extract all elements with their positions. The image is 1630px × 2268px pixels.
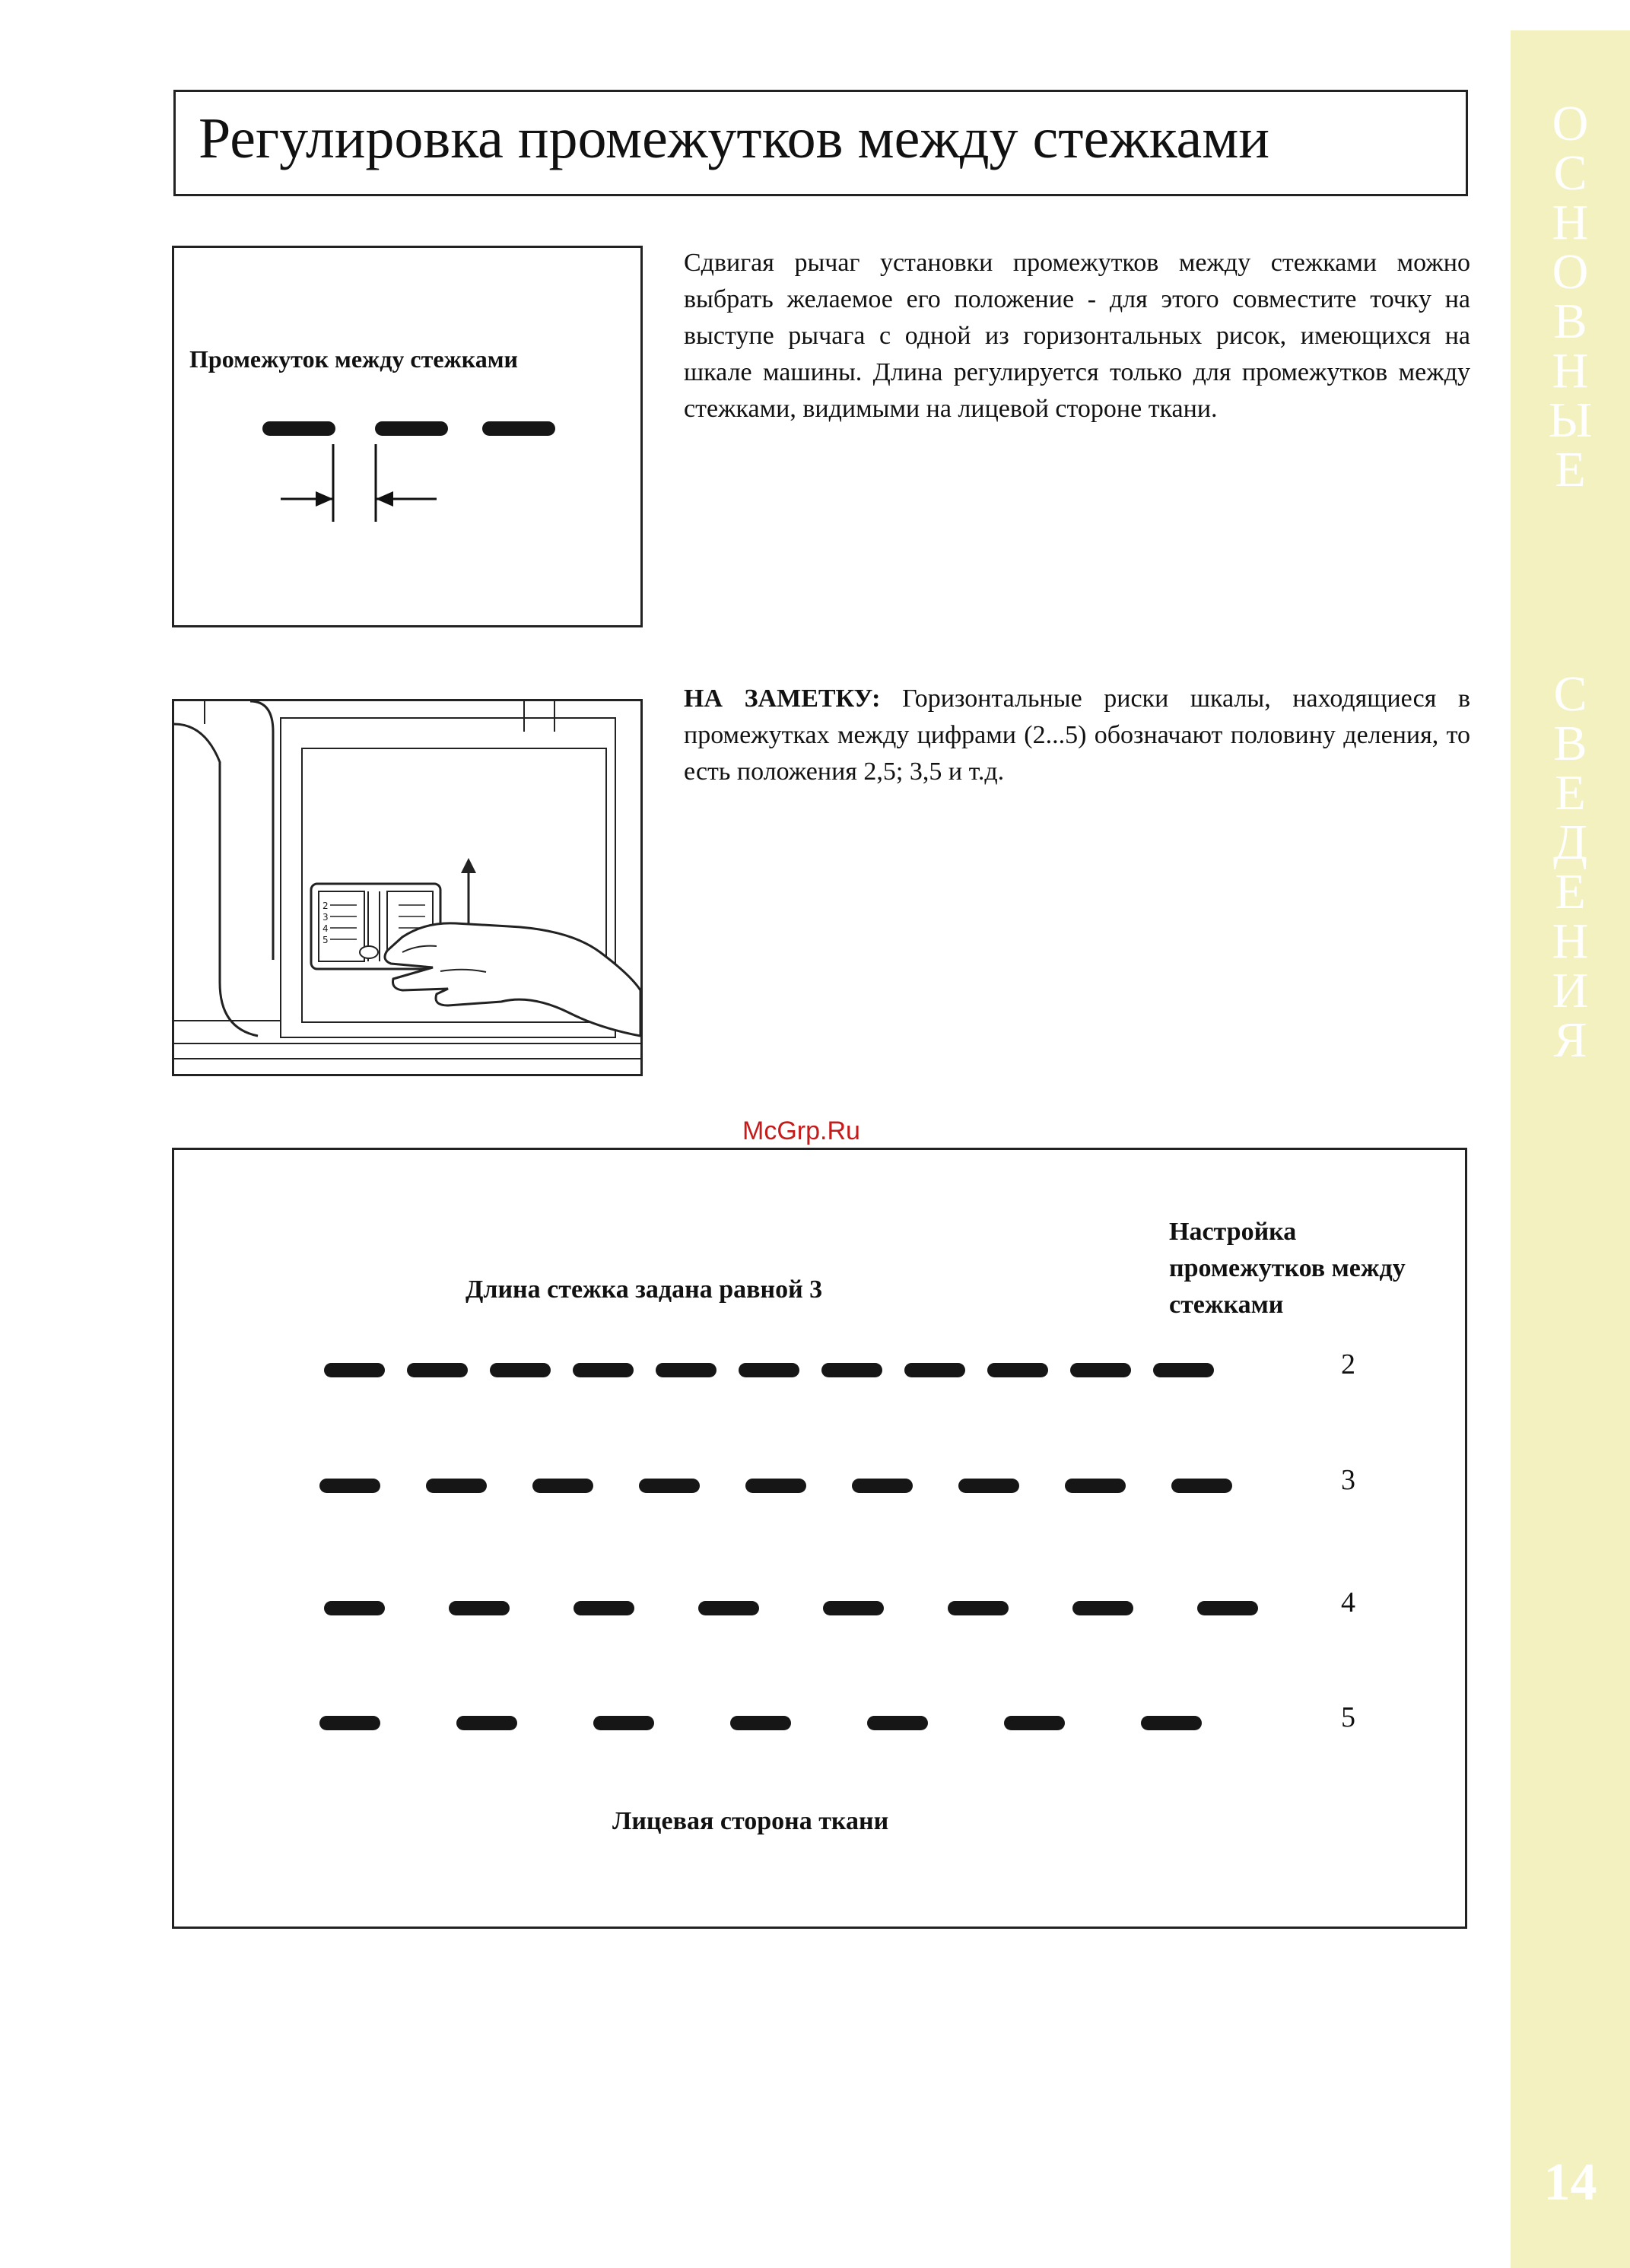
stitch-mark — [324, 1363, 385, 1377]
stitch-mark — [823, 1601, 884, 1615]
sidebar-letter: В — [1553, 716, 1587, 771]
row-setting-number: 4 — [1341, 1587, 1355, 1618]
gap-diagram-label: Промежуток между стежками — [189, 345, 518, 373]
sidebar-letter: И — [1552, 963, 1589, 1018]
stitch-mark — [456, 1716, 517, 1730]
title-box — [173, 90, 1468, 196]
note-text: Горизонтальные риски шкалы, находящиеся в промежутках между цифрами (2...5) обозначают половину деления, то есть положения 2,5; 3,5 и т.д. — [684, 685, 1470, 786]
sidebar-letter: Е — [1555, 442, 1586, 497]
sidebar-word-1 — [1511, 96, 1630, 497]
row-setting-number: 2 — [1341, 1348, 1355, 1380]
note-paragraph — [684, 681, 1470, 790]
gap-measure-arrows-icon — [174, 248, 640, 625]
sidebar-letter: Н — [1552, 913, 1589, 969]
stitch-mark — [1171, 1479, 1232, 1493]
row-setting-number: 5 — [1341, 1701, 1355, 1733]
dial-illustration — [172, 699, 643, 1076]
chart-caption-top: Длина стежка задана равной 3 — [465, 1275, 823, 1304]
stitch-mark — [324, 1601, 385, 1615]
stitch-mark — [407, 1363, 468, 1377]
stitch-mark — [574, 1601, 634, 1615]
stitch-mark — [987, 1363, 1048, 1377]
sidebar-letter: Я — [1553, 1012, 1587, 1068]
page-number: 14 — [1543, 2153, 1597, 2212]
scale-mark: 3 — [323, 912, 329, 923]
gap-diagram — [172, 246, 643, 627]
stitch-mark — [319, 1479, 380, 1493]
stitch-mark — [1004, 1716, 1065, 1730]
stitch-mark — [319, 1716, 380, 1730]
sidebar-letter: Ы — [1548, 392, 1593, 448]
scale-mark: 5 — [323, 935, 329, 945]
sidebar-letter: С — [1553, 666, 1587, 722]
sidebar-letter: Е — [1555, 864, 1586, 920]
stitch-mark — [904, 1363, 965, 1377]
sidebar-word-2 — [1511, 666, 1630, 1068]
section-sidebar — [1511, 30, 1630, 2268]
sidebar-letter: С — [1553, 145, 1587, 201]
stitch-mark — [426, 1479, 487, 1493]
stitch-mark — [490, 1363, 551, 1377]
chart-column-header: Настройка промежутков между стежками — [1169, 1218, 1406, 1319]
sidebar-letter: В — [1553, 294, 1587, 349]
stitch-mark — [958, 1479, 1019, 1493]
stitch-mark — [656, 1363, 717, 1377]
stitch-mark — [1072, 1601, 1133, 1615]
chart-caption-bottom: Лицевая сторона ткани — [612, 1807, 889, 1835]
scale-mark: 2 — [323, 901, 329, 911]
stitch-mark — [739, 1363, 799, 1377]
stitch-mark — [867, 1716, 928, 1730]
sidebar-letter: Е — [1555, 765, 1586, 821]
sidebar-letter: Н — [1552, 343, 1589, 399]
stitch-mark — [948, 1601, 1009, 1615]
stitch-mark — [698, 1601, 759, 1615]
stitch-mark — [821, 1363, 882, 1377]
stitch-mark — [593, 1716, 654, 1730]
sidebar-letter: Н — [1552, 195, 1589, 250]
scale-mark: 4 — [323, 923, 329, 934]
dial-scale-left — [323, 901, 329, 946]
stitch-mark — [852, 1479, 913, 1493]
sidebar-letter: О — [1552, 96, 1589, 151]
stitch-mark — [532, 1479, 593, 1493]
watermark: McGrp.Ru — [742, 1117, 860, 1145]
stitch-mark — [1065, 1479, 1126, 1493]
stitch-mark — [573, 1363, 634, 1377]
stitch-mark — [730, 1716, 791, 1730]
page-title: Регулировка промежутков между стежками — [199, 106, 1270, 170]
stitch-mark — [1153, 1363, 1214, 1377]
note-heading: НА ЗАМЕТКУ: — [684, 685, 881, 713]
stitch-mark — [745, 1479, 806, 1493]
sidebar-letter: О — [1552, 244, 1589, 300]
stitch-mark — [639, 1479, 700, 1493]
stitch-chart — [172, 1148, 1467, 1929]
intro-paragraph: Сдвигая рычаг установки промежутков между стежками можно выбрать желаемое его положение - для этого совместите точку на выступе рычага с одной из горизонтальных рисок, имеющихся на шкале машины. Длина регулируется только для промежутков между стежками, видимыми на лицевой стороне ткани. — [684, 249, 1470, 423]
stitch-mark — [449, 1601, 510, 1615]
stitch-lever-illustration — [174, 701, 640, 1074]
row-setting-number: 3 — [1341, 1464, 1355, 1496]
sidebar-letter: Д — [1552, 815, 1588, 870]
stitch-mark — [1070, 1363, 1131, 1377]
stitch-mark — [1141, 1716, 1202, 1730]
stitch-mark — [1197, 1601, 1258, 1615]
